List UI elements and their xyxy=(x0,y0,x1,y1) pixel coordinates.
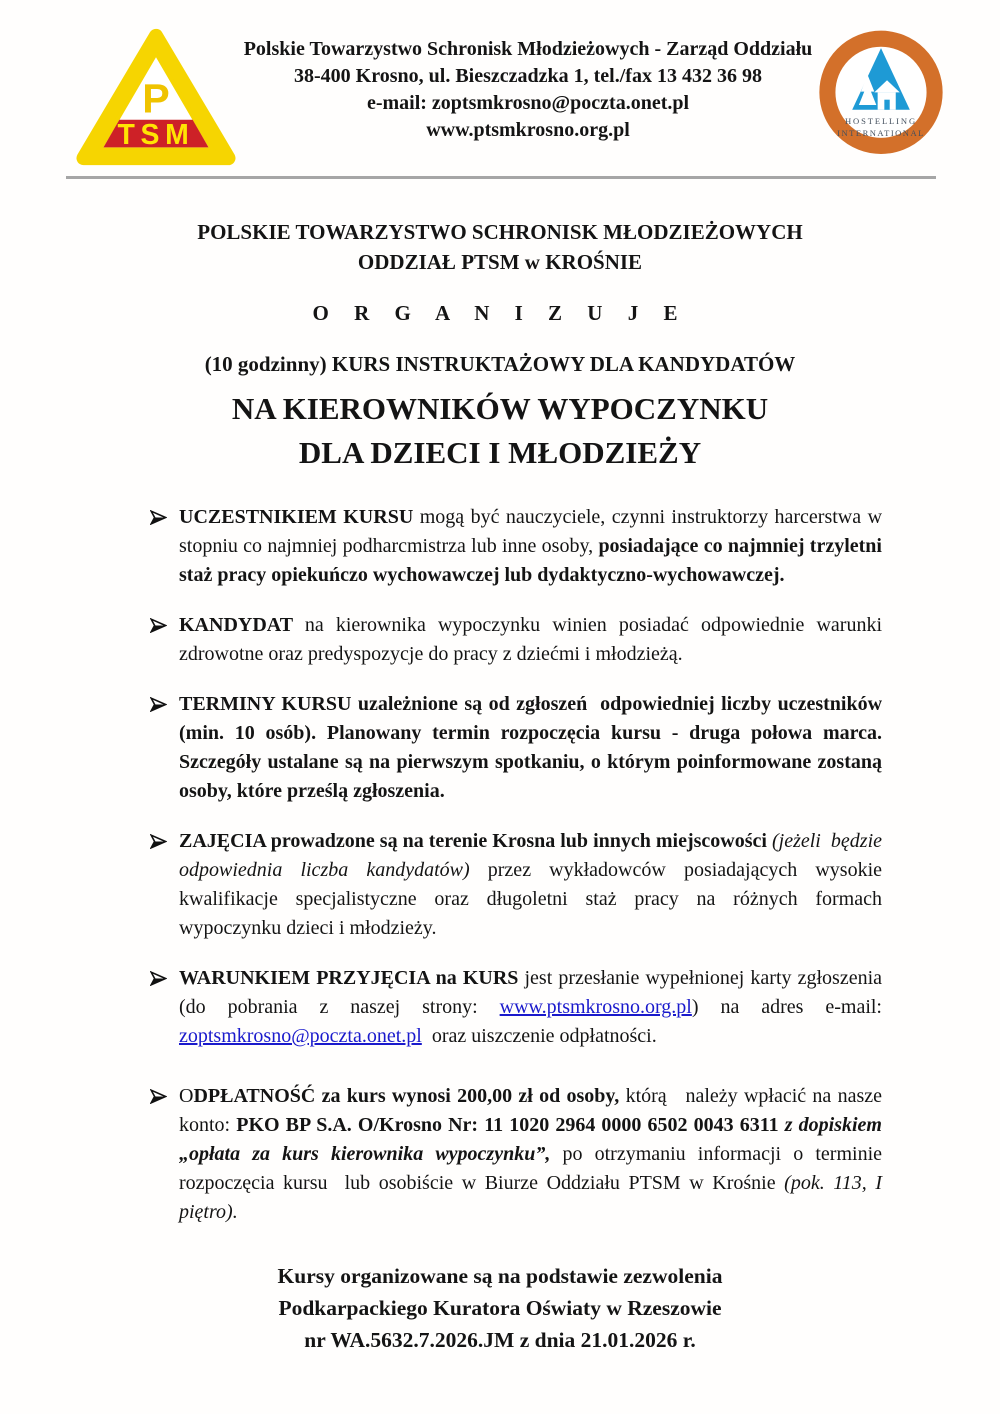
hi-label-line1: HOSTELLING xyxy=(844,115,918,126)
ptsm-letters-tsm: TSM xyxy=(117,118,195,151)
authorization-line2: Podkarpackiego Kuratora Oświaty w Rzeszowie xyxy=(278,1296,722,1320)
org-email-line: e-mail: zoptsmkrosno@poczta.onet.pl xyxy=(366,92,690,114)
hi-label-line2: INTERNATIONAL xyxy=(837,127,925,138)
bullet-text xyxy=(179,964,888,1051)
bullet-candidate xyxy=(150,611,892,669)
bullet-text xyxy=(179,503,888,590)
bullet-text-segment: UCZESTNIKIEM KURSU xyxy=(179,506,420,528)
bullet-text-segment: jest przesłanie wypełnionej karty zgłoszenia (do pobrania z naszej strony: xyxy=(179,967,888,1018)
bullet-text-segment: oraz uiszczenie odpłatności. xyxy=(421,1025,657,1047)
bullet-text-segment: na kierownika wypoczynku winien posiadać odpowiednie warunki zdrowotne oraz predyspozycje do pracy z dziećmi i młodzieżą. xyxy=(179,614,892,665)
course-main-title xyxy=(0,387,1000,475)
bullet-text-segment: ZAJĘCIA prowadzone są na terenie Krosna lub innych miejscowości xyxy=(179,830,772,852)
bullet-text xyxy=(179,1082,888,1227)
bank-account-number: PKO BP S.A. O/Krosno Nr: 11 1020 2964 0000 6502 0043 6311 xyxy=(236,1114,785,1136)
society-title xyxy=(0,217,1000,277)
bullet-text-segment: WARUNKIEM PRZYJĘCIA na KURS xyxy=(179,967,525,989)
letterhead xyxy=(0,0,1000,168)
bullet-text-segment: posiadające co najmniej trzyletni staż pracy opiekuńczo wychowawczej lub dydaktyczno-wychowawczej. xyxy=(179,535,887,586)
authorization-line1: Kursy organizowane są na podstawie zezwolenia xyxy=(277,1264,723,1288)
bullet-text-segment: przez wykładowców posiadających wysokie kwalifikacje specjalistyczne oraz długoletni staż pracy na różnych formach wypoczynku dzieci i młodzieży. xyxy=(179,859,887,939)
hi-house-door xyxy=(884,100,889,110)
office-room-note: (pok. 113, I piętro). xyxy=(179,1172,887,1223)
org-street-line: 38-400 Krosno, ul. Bieszczadzka 1, tel./fax 13 432 36 98 xyxy=(294,65,762,87)
header-divider xyxy=(66,176,936,179)
bullet-text xyxy=(179,611,892,669)
bullet-text-segment: DPŁATNOŚĆ za kurs wynosi 200,00 zł od osoby, xyxy=(193,1085,620,1107)
bullet-text-segment: ) na adres e-mail: xyxy=(691,996,887,1018)
bullet-arrow-icon xyxy=(150,971,167,986)
bullet-classes-location xyxy=(150,827,887,943)
society-title-line1: POLSKIE TOWARZYSTWO SCHRONISK MŁODZIEŻOWYCH xyxy=(197,220,803,244)
org-website-line: www.ptsmkrosno.org.pl xyxy=(426,119,630,141)
organizes-heading: O R G A N I Z U J E xyxy=(312,301,688,325)
ptsm-letter-p: P xyxy=(142,75,170,122)
authorization-line3: nr WA.5632.7.2026.JM z dnia 21.01.2026 r. xyxy=(304,1328,696,1352)
bullet-arrow-icon xyxy=(150,697,167,712)
website-link[interactable]: www.ptsmkrosno.org.pl xyxy=(499,996,692,1018)
ptsm-logo xyxy=(70,26,242,168)
email-link[interactable]: zoptsmkrosno@poczta.onet.pl xyxy=(179,1025,422,1047)
bullet-arrow-icon xyxy=(150,618,167,633)
bullet-payment xyxy=(150,1082,888,1227)
bullet-text-segment: którą należy wpłacić na nasze konto: xyxy=(179,1085,887,1136)
bullet-text-segment: KANDYDAT xyxy=(179,614,305,636)
payment-title-note: z dopiskiem „opłata za kurs kierownika wypoczynku”, xyxy=(179,1114,887,1165)
course-details-list xyxy=(150,503,893,1227)
bullet-participants xyxy=(150,503,888,590)
course-main-title-line1: NA KIEROWNIKÓW WYPOCZYNKU xyxy=(231,391,769,426)
bullet-text-segment: O xyxy=(179,1085,194,1107)
bullet-text xyxy=(179,827,887,943)
course-subtitle: (10 godzinny) KURS INSTRUKTAŻOWY DLA KANDYDATÓW xyxy=(204,352,796,376)
bullet-text-segment: (jeżeli będzie odpowiednia liczba kandydatów) xyxy=(179,830,887,881)
org-address-block xyxy=(242,26,814,144)
bullet-text-segment: TERMINY KURSU xyxy=(179,693,358,715)
bullet-admission-condition xyxy=(150,964,888,1051)
bullet-arrow-icon xyxy=(150,510,167,525)
bullet-text-segment: mogą być nauczyciele, czynni instruktorzy harcerstwa w stopniu co najmniej podharcmistrza lub inne osoby, xyxy=(179,506,888,557)
org-name-line: Polskie Towarzystwo Schronisk Młodzieżowych - Zarząd Oddziału xyxy=(243,38,813,60)
society-title-line2: ODDZIAŁ PTSM w KROŚNIE xyxy=(357,250,643,274)
bullet-text-segment: po otrzymaniu informacji o terminie rozpoczęcia kursu lub osobiście w Biurze Oddziału PTSM w Krośnie xyxy=(179,1143,888,1194)
bullet-text xyxy=(179,690,893,806)
course-main-title-line2: DLA DZIECI I MŁODZIEŻY xyxy=(298,435,702,470)
authorization-note xyxy=(0,1260,1000,1356)
bullet-arrow-icon xyxy=(150,834,167,849)
bullet-course-dates xyxy=(150,690,893,806)
bullet-text-segment: uzależnione są od zgłoszeń odpowiedniej liczby uczestników (min. 10 osób). Planowany termin rozpoczęcia kursu - druga połowa marca. Szczegóły ustalane są na pierwszym spotkaniu, o którym poinformowane zostaną osoby, które prześlą zgłoszenia. xyxy=(179,693,893,802)
hostelling-international-logo xyxy=(814,28,948,162)
bullet-arrow-icon xyxy=(150,1089,167,1104)
